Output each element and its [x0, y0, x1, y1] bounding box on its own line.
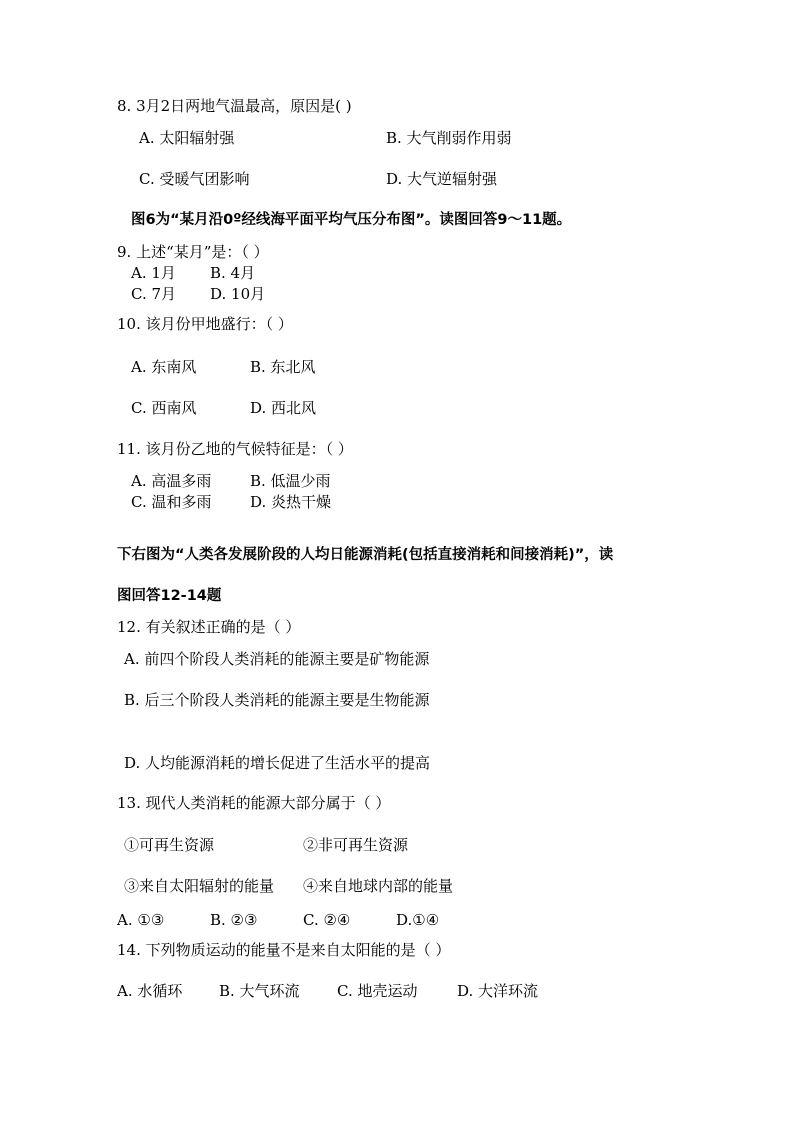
question-14-option-b: B. 大气环流 [219, 982, 300, 1000]
question-12-stem: 12. 有关叙述正确的是（ ） [117, 618, 301, 636]
question-9-option-b: B. 4月 [210, 264, 256, 282]
question-12-option-b: B. 后三个阶段人类消耗的能源主要是生物能源 [124, 691, 430, 709]
question-13-option-d: D.①④ [396, 911, 440, 929]
question-14-option-c: C. 地壳运动 [337, 982, 418, 1000]
question-12-option-a: A. 前四个阶段人类消耗的能源主要是矿物能源 [124, 650, 430, 668]
question-10-option-b: B. 东北风 [250, 358, 316, 376]
question-10-option-a: A. 东南风 [131, 358, 197, 376]
question-13-item-3: ③来自太阳辐射的能量 [124, 877, 275, 895]
question-12-option-d: D. 人均能源消耗的增长促进了生活水平的提高 [124, 754, 431, 772]
question-9-option-d: D. 10月 [210, 285, 266, 303]
question-11-option-b: B. 低温少雨 [250, 472, 331, 490]
question-14-stem: 14. 下列物质运动的能量不是来自太阳能的是（ ） [117, 941, 451, 959]
question-8-option-a: A. 太阳辐射强 [139, 129, 235, 147]
energy-figure-intro-line-1: 下右图为“人类各发展阶段的人均日能源消耗(包括直接消耗和间接消耗)”，读 [117, 547, 614, 563]
question-13-option-a: A. ①③ [117, 911, 165, 929]
question-9-stem: 9. 上述“某月”是：（ ） [117, 243, 269, 261]
question-8-stem: 8. 3月2日两地气温最高，原因是( ) [117, 97, 352, 115]
question-10-option-c: C. 西南风 [131, 399, 197, 417]
question-13-item-2: ②非可再生资源 [303, 836, 409, 854]
question-13-option-c: C. ②④ [303, 911, 351, 929]
question-13-item-4: ④来自地球内部的能量 [303, 877, 454, 895]
question-11-option-a: A. 高温多雨 [131, 472, 212, 490]
question-11-stem: 11. 该月份乙地的气候特征是：（ ） [117, 440, 353, 458]
figure-6-intro: 图6为“某月沿0º经线海平面平均气压分布图”。读图回答9～11题。 [131, 212, 572, 228]
question-10-stem: 10. 该月份甲地盛行：（ ） [117, 315, 293, 333]
question-13-stem: 13. 现代人类消耗的能源大部分属于（ ） [117, 794, 391, 812]
question-10-option-d: D. 西北风 [250, 399, 317, 417]
question-9-option-a: A. 1月 [131, 264, 176, 282]
question-11-option-d: D. 炎热干燥 [250, 493, 332, 511]
question-9-option-c: C. 7月 [131, 285, 177, 303]
question-14-option-a: A. 水循环 [117, 982, 183, 1000]
question-14-option-d: D. 大洋环流 [457, 982, 539, 1000]
question-11-option-c: C. 温和多雨 [131, 493, 212, 511]
question-13-item-1: ①可再生资源 [124, 836, 215, 854]
question-8-option-b: B. 大气削弱作用弱 [386, 129, 512, 147]
question-8-option-c: C. 受暖气团影响 [139, 170, 250, 188]
energy-figure-intro-line-2: 图回答12-14题 [117, 588, 222, 604]
question-8-option-d: D. 大气逆辐射强 [386, 170, 498, 188]
question-13-option-b: B. ②③ [210, 911, 258, 929]
